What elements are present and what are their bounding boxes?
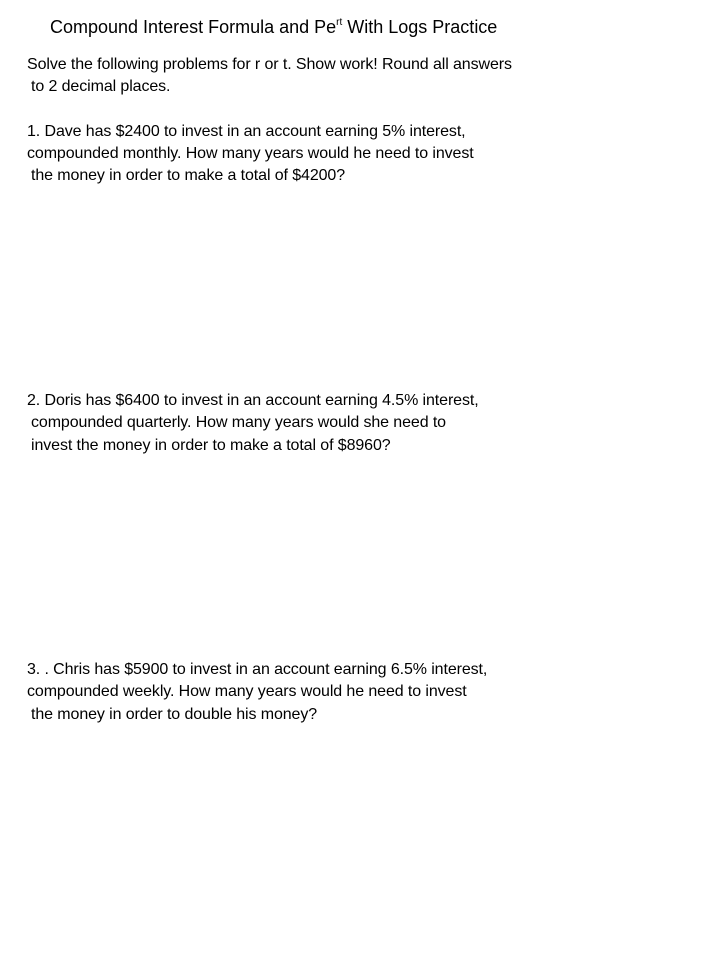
problem-3-line-2: compounded weekly. How many years would he need to invest bbox=[27, 683, 467, 700]
instructions-line-2: to 2 decimal places. bbox=[31, 78, 171, 95]
problem-1-line-1: 1. Dave has $2400 to invest in an account earning 5% interest, bbox=[27, 123, 466, 140]
page-title bbox=[50, 16, 497, 38]
problem-2-line-3: invest the money in order to make a total of $8960? bbox=[31, 437, 391, 454]
problem-1-line-3: the money in order to make a total of $4200? bbox=[31, 167, 346, 184]
title-exponent: rt bbox=[336, 17, 343, 28]
instructions-line-1: Solve the following problems for r or t. Show work! Round all answers bbox=[27, 56, 512, 73]
problem-2-line-2: compounded quarterly. How many years would she need to bbox=[31, 414, 446, 431]
problem-1-line-2: compounded monthly. How many years would he need to invest bbox=[27, 145, 474, 162]
problem-2-line-1: 2. Doris has $6400 to invest in an account earning 4.5% interest, bbox=[27, 392, 479, 409]
problem-3-line-1: 3. . Chris has $5900 to invest in an account earning 6.5% interest, bbox=[27, 661, 488, 678]
title-prefix: Compound Interest Formula and Pe bbox=[50, 17, 337, 37]
title-suffix: With Logs Practice bbox=[342, 17, 498, 37]
problem-3-line-3: the money in order to double his money? bbox=[31, 706, 318, 723]
